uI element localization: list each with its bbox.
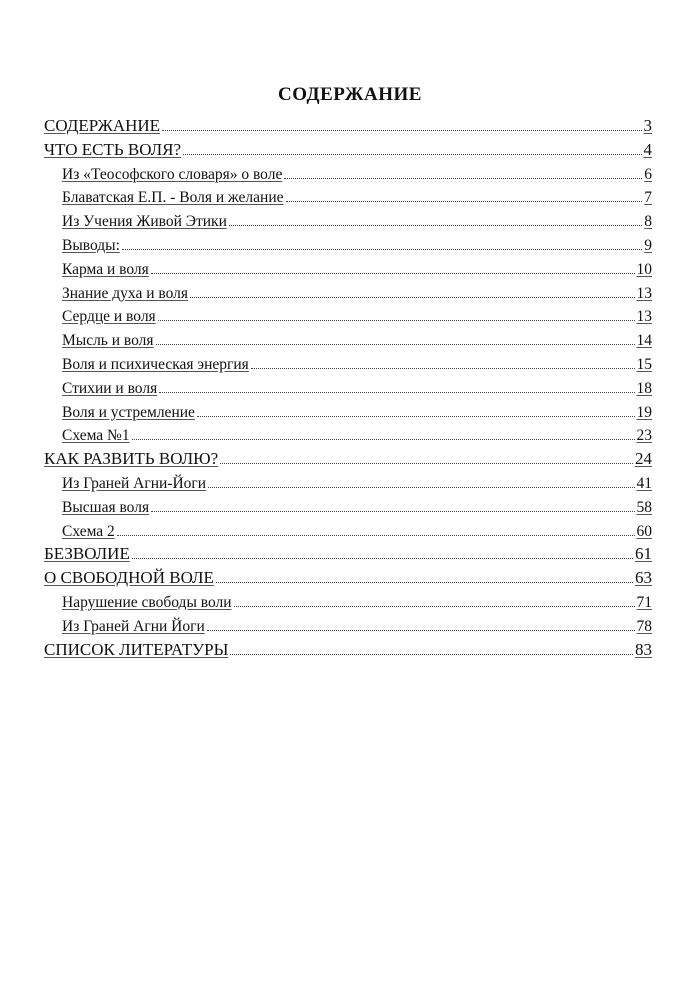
toc-entry-page: 14 xyxy=(636,332,652,350)
toc-entry-label: БЕЗВОЛИЕ xyxy=(44,544,130,564)
toc-entry-page: 61 xyxy=(635,544,652,564)
toc-entry-page: 7 xyxy=(644,189,652,207)
toc-entry-label: Карма и воля xyxy=(62,260,149,278)
toc-entry-page: 23 xyxy=(636,427,652,445)
toc-entry-label: СПИСОК ЛИТЕРАТУРЫ xyxy=(44,639,229,659)
toc-entry-page: 63 xyxy=(635,568,652,588)
toc-entry[interactable] xyxy=(62,613,652,636)
toc-entry[interactable] xyxy=(44,637,652,660)
toc-entry-label: Схема №1 xyxy=(62,427,130,445)
toc-entry-label: Схема 2 xyxy=(62,522,115,540)
toc-entry-page: 60 xyxy=(636,522,652,540)
toc-entry-page: 13 xyxy=(636,284,652,302)
toc-entry-label: Из Граней Агни Йоги xyxy=(62,617,205,635)
toc-entry-page: 8 xyxy=(644,213,652,231)
dot-leader xyxy=(230,654,633,655)
toc-entry[interactable] xyxy=(62,494,652,517)
toc-entry[interactable] xyxy=(44,446,652,469)
toc-entry[interactable] xyxy=(62,375,652,398)
toc-entry-label: Выводы: xyxy=(62,237,120,254)
toc-entry[interactable] xyxy=(62,184,652,207)
toc-entry[interactable] xyxy=(62,351,652,374)
toc-entry-label: Из Граней Агни-Йоги xyxy=(62,475,207,492)
toc-entry[interactable] xyxy=(62,589,652,612)
toc-entry-label: Знание духа и воля xyxy=(62,284,189,302)
toc-entry-page: 19 xyxy=(636,403,652,421)
toc-entry[interactable] xyxy=(62,208,652,231)
toc-entry[interactable] xyxy=(62,422,652,445)
toc-entry-label: ЧТО ЕСТЬ ВОЛЯ? xyxy=(44,139,182,159)
toc-entry[interactable] xyxy=(62,399,652,422)
dot-leader xyxy=(132,439,635,440)
dot-leader xyxy=(151,273,635,274)
toc-entry-label: Сердце и воля xyxy=(62,308,156,326)
dot-leader xyxy=(117,535,635,536)
toc-entry-label: Нарушение свободы воли xyxy=(62,594,232,611)
dot-leader xyxy=(284,178,642,179)
toc-entry-label: Воля и психическая энергия xyxy=(62,356,249,373)
toc-entry-label: СОДЕРЖАНИЕ xyxy=(44,116,161,135)
toc-entry-page: 18 xyxy=(636,379,652,397)
toc-entry[interactable] xyxy=(62,280,652,303)
dot-leader xyxy=(156,344,635,345)
toc-entry-page: 15 xyxy=(636,356,652,373)
toc-entry-label: Из «Теософского словаря» о воле xyxy=(62,165,283,183)
toc-entry[interactable] xyxy=(62,470,652,493)
toc-entry-label: КАК РАЗВИТЬ ВОЛЮ? xyxy=(44,449,219,469)
toc-entry[interactable] xyxy=(62,327,652,350)
dot-leader xyxy=(197,416,635,417)
toc-entry-label: Высшая воля xyxy=(62,498,150,516)
toc-entry-page: 13 xyxy=(636,308,652,326)
dot-leader xyxy=(151,511,634,512)
dot-leader xyxy=(207,630,635,631)
toc-entry[interactable] xyxy=(62,232,652,255)
toc-entry-page: 71 xyxy=(636,594,652,611)
dot-leader xyxy=(251,368,635,369)
toc-entry-page: 41 xyxy=(636,475,652,492)
toc-entry[interactable] xyxy=(44,541,652,564)
toc-entry[interactable] xyxy=(62,518,652,541)
dot-leader xyxy=(162,130,641,131)
dot-leader xyxy=(229,225,642,226)
dot-leader xyxy=(122,249,642,250)
dot-leader xyxy=(208,487,634,488)
toc-entry-page: 24 xyxy=(635,449,652,469)
toc-entry[interactable] xyxy=(44,137,652,160)
toc-entry[interactable] xyxy=(44,565,652,588)
toc-entry[interactable] xyxy=(44,113,652,136)
dot-leader xyxy=(216,582,633,583)
toc-entry-page: 6 xyxy=(644,165,652,183)
dot-leader xyxy=(234,606,635,607)
dot-leader xyxy=(158,320,635,321)
toc-entry-page: 78 xyxy=(636,617,652,635)
toc-entry-label: Из Учения Живой Этики xyxy=(62,213,227,231)
toc-entry-page: 9 xyxy=(644,237,652,254)
toc-entry-label: Блаватская Е.П. - Воля и желание xyxy=(62,189,284,207)
toc-entry-page: 3 xyxy=(643,116,652,135)
toc-entry-page: 83 xyxy=(635,639,652,659)
toc-entry-label: Стихии и воля xyxy=(62,379,158,397)
dot-leader xyxy=(183,154,641,155)
toc-entry-page: 10 xyxy=(636,260,652,278)
dot-leader xyxy=(132,558,633,559)
dot-leader xyxy=(190,297,634,298)
dot-leader xyxy=(159,392,634,393)
toc-entry-label: Воля и устремление xyxy=(62,403,195,421)
toc-entry[interactable] xyxy=(62,303,652,326)
toc-title: СОДЕРЖАНИЕ xyxy=(278,84,422,105)
toc-entry[interactable] xyxy=(62,256,652,279)
toc-entry-label: Мысль и воля xyxy=(62,332,154,350)
toc-entry-page: 4 xyxy=(643,139,652,159)
toc-entry-page: 58 xyxy=(636,498,652,516)
dot-leader xyxy=(220,463,633,464)
toc-entry-label: О СВОБОДНОЙ ВОЛЕ xyxy=(44,568,214,588)
toc-entry[interactable] xyxy=(62,161,652,184)
dot-leader xyxy=(286,201,643,202)
